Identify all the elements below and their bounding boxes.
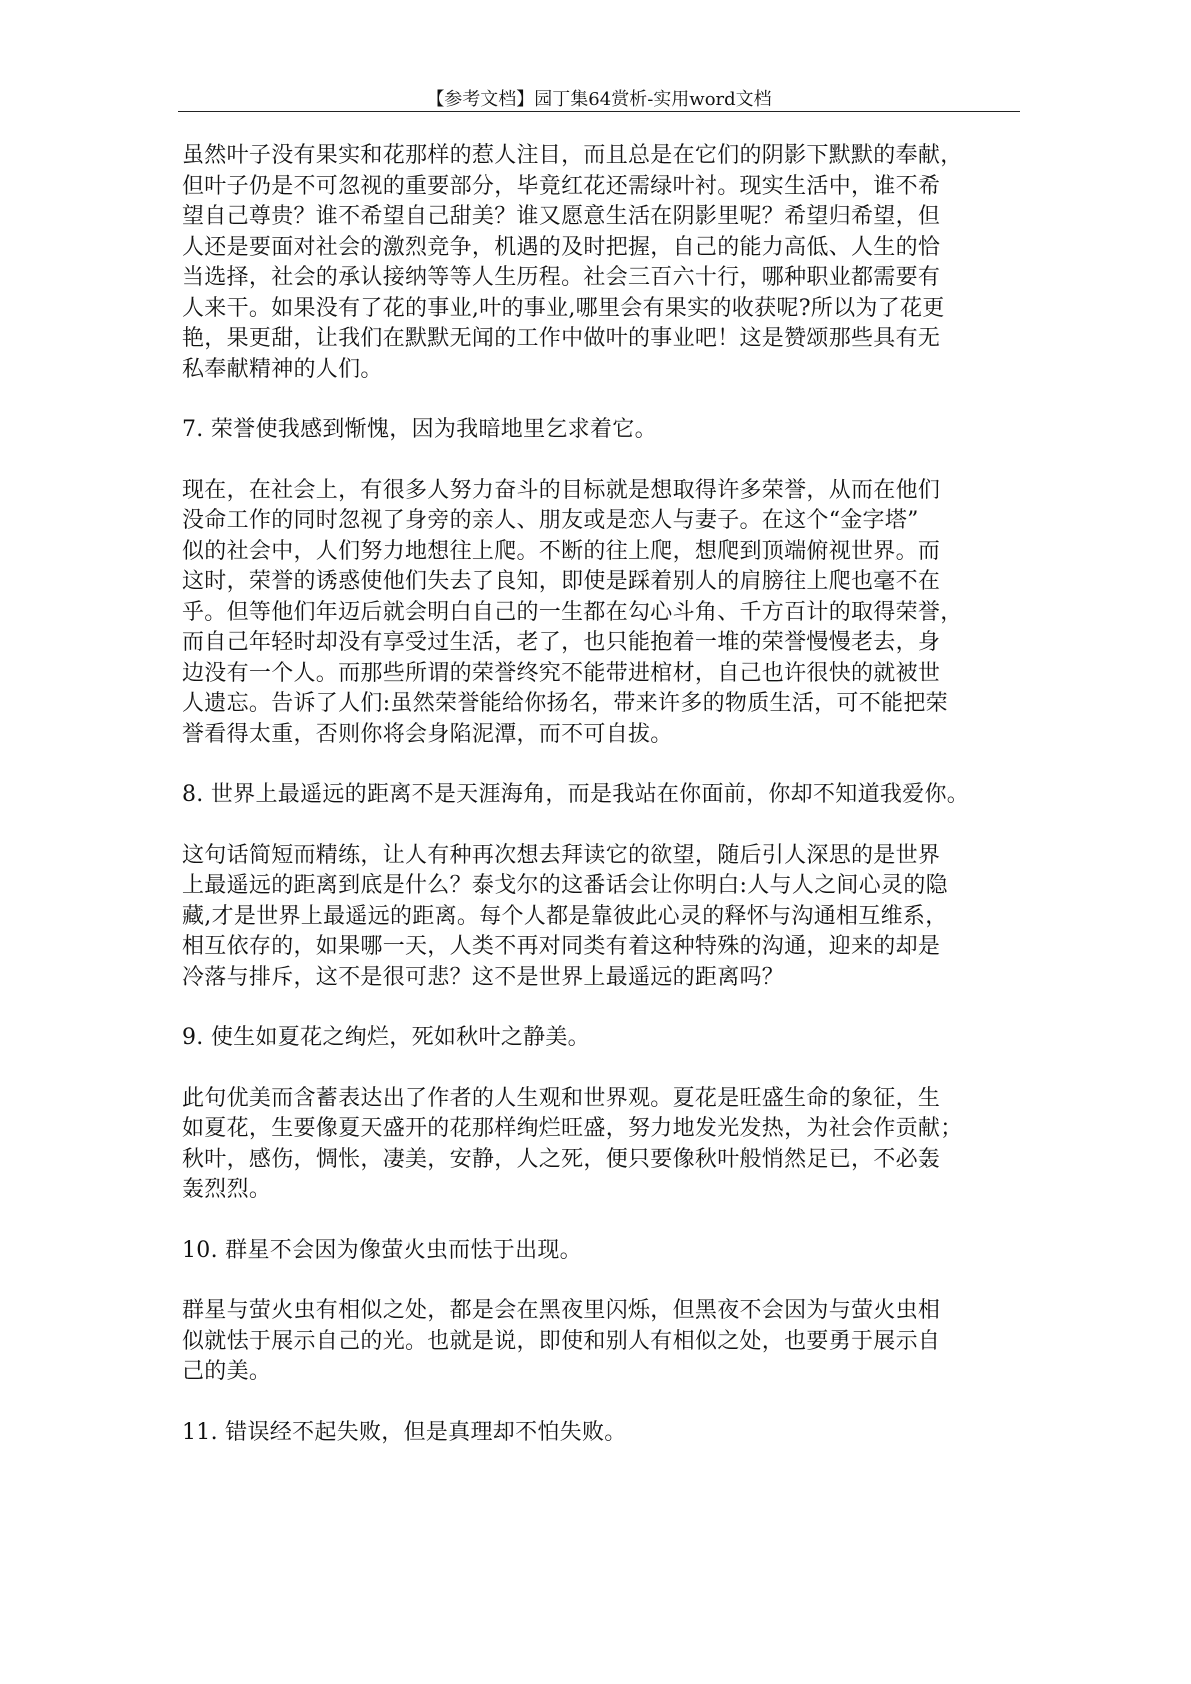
paragraph-spacer: [182, 811, 1042, 841]
paragraph-spacer: [182, 750, 1042, 780]
quote-8-heading: 8. 世界上最遥远的距离不是天涯海角，而是我站在你面前，你却不知道我爱你。: [182, 782, 970, 807]
quote-11-heading: 11. 错误经不起失败，但是真理却不怕失败。: [182, 1419, 627, 1445]
paragraph-stars-fireflies-analysis: 群星与萤火虫有相似之处，都是会在黑夜里闪烁，但黑夜不会因为与萤火虫相 似就怯于展示自己的光。也就是说，即使和别人有相似之处，也要勇于展示自 己的美。: [182, 1298, 941, 1384]
quote-7-heading: 7. 荣誉使我感到惭愧，因为我暗地里乞求着它。: [182, 417, 657, 442]
paragraph-spacer: [182, 385, 1042, 415]
paragraph-spacer: [182, 993, 1042, 1023]
quote-9-heading: 9. 使生如夏花之绚烂，死如秋叶之静美。: [182, 1025, 590, 1050]
paragraph-honor-analysis: 现在，在社会上，有很多人努力奋斗的目标就是想取得许多荣誉，从而在他们 没命工作的同时忽视了身旁的亲人、朋友或是恋人与妻子。在这个“金字塔” 似的社会中，人们努力地想往上爬。不断的往上爬，想爬到顶端俯视世界。而 这时，荣誉的诱惑使他们失去了良知，即使是踩着别人的肩膀往上爬也毫不在 乎。但等他们年迈后就会明白自己的一生都在勾心斗角、千方百计的取得荣誉， 而自己年轻时却没有享受过生活，老了，也只能抱着一堆的荣誉慢慢老去，身 边没有一个人。而那些所谓的荣誉终究不能带进棺材，自己也许很快的就被世 人遗忘。告诉了人们:虽然荣誉能给你扬名，带来许多的物质生活，可不能把荣 誉看得太重，否则你将会身陷泥潭，而不可自拔。: [182, 477, 963, 747]
paragraph-spacer: [182, 1266, 1042, 1296]
paragraph-spacer: [182, 1206, 1042, 1236]
paragraph-spacer: [182, 1054, 1042, 1084]
header-rule: [178, 111, 1020, 112]
page-header: 【参考文档】园丁集64赏析-实用word文档: [426, 89, 772, 110]
quote-10-heading: 10. 群星不会因为像萤火虫而怯于出现。: [182, 1237, 582, 1263]
paragraph-summer-flowers-analysis: 此句优美而含蓄表达出了作者的人生观和世界观。夏花是旺盛生命的象征，生 如夏花，生要像夏天盛开的花那样绚烂旺盛，努力地发光发热，为社会作贡献； 秋叶，感伤，惆怅，凄美，安静，人之死，便只要像秋叶般悄然足已，不必轰 轰烈烈。: [182, 1085, 963, 1202]
paragraph-distance-analysis: 这句话简短而精练，让人有种再次想去拜读它的欲望，随后引人深思的是世界 上最遥远的距离到底是什么？泰戈尔的这番话会让你明白:人与人之间心灵的隐 藏,才是世界上最遥远的距离。每个人都是靠彼此心灵的释怀与沟通相互维系， 相互依存的，如果哪一天，人类不再对同类有着这种特殊的沟通，迎来的却是 冷落与排斥，这不是很可悲？这不是世界上最遥远的距离吗？: [182, 842, 948, 990]
paragraph-spacer: [182, 1388, 1042, 1418]
paragraph-leaf-dedication: 虽然叶子没有果实和花那样的惹人注目，而且总是在它们的阴影下默默的奉献， 但叶子仍是不可忽视的重要部分，毕竟红花还需绿叶衬。现实生活中，谁不希 望自己尊贵？谁不希望自己甜美？谁又愿意生活在阴影里呢？希望归希望，但 人还是要面对社会的激烈竞争，机遇的及时把握，自己的能力高低、人生的恰 当选择，社会的承认接纳等等人生历程。社会三百六十行，哪种职业都需要有 人来干。如果没有了花的事业,叶的事业,哪里会有果实的收获呢?所以为了花更 艳，果更甜，让我们在默默无闻的工作中做叶的事业吧！这是赞颂那些具有无 私奉献精神的人们。: [182, 143, 963, 382]
paragraph-spacer: [182, 446, 1042, 476]
document-body: [182, 141, 1042, 1448]
